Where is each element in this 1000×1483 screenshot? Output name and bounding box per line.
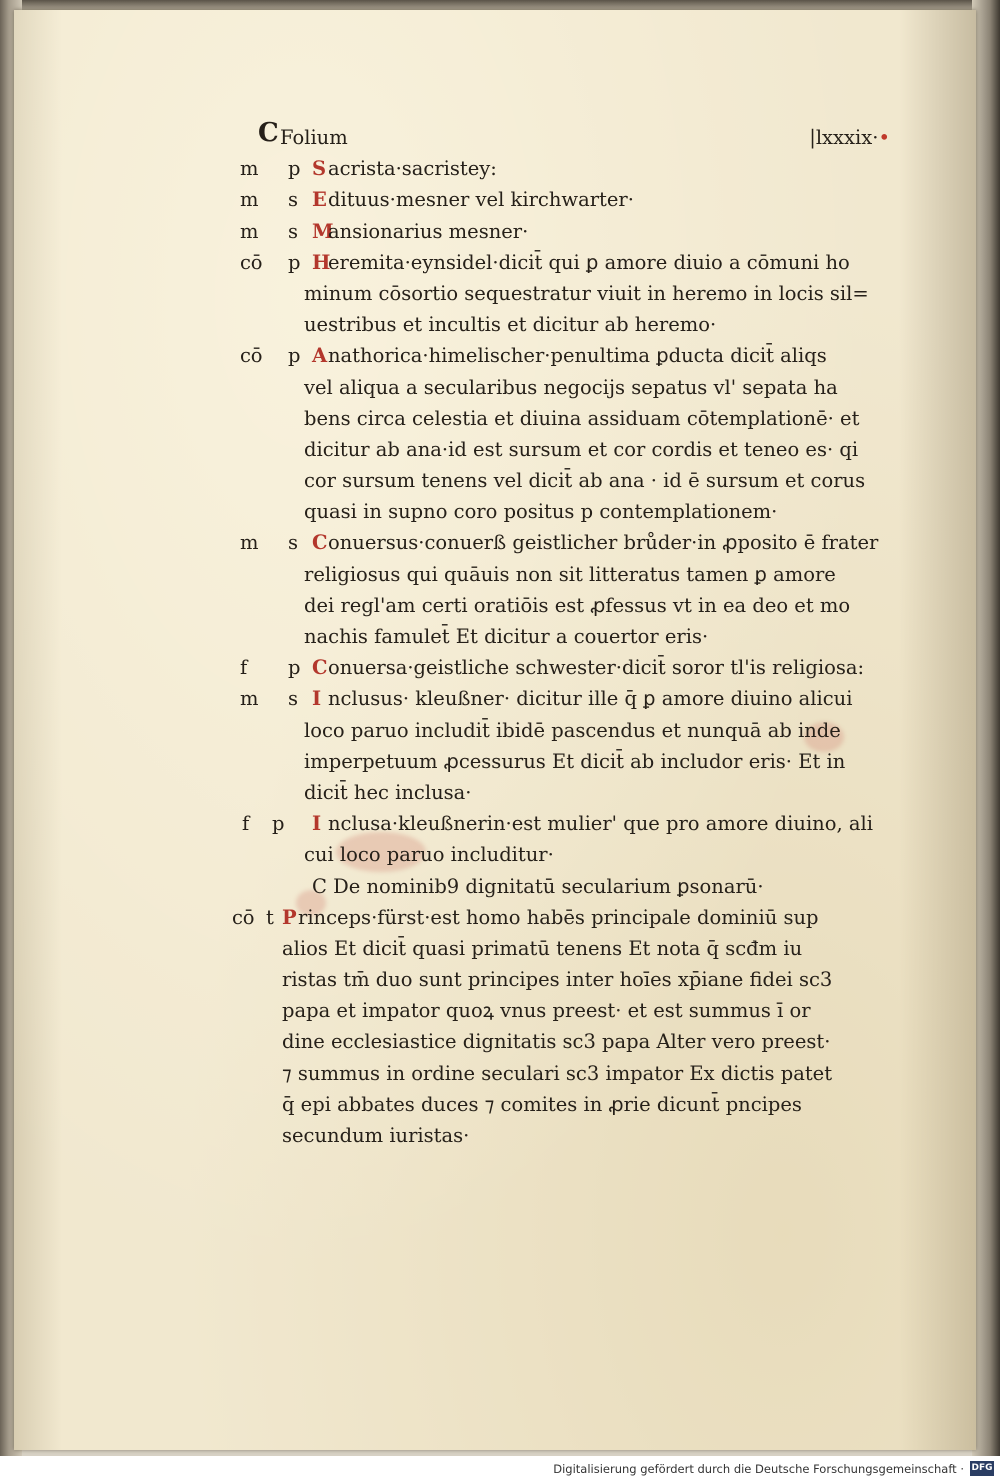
text-line [240,559,890,590]
line-text: dicitur ab ana·id est sursum et cor cordis et teneo es· qi [304,437,859,461]
line-text: uestribus et incultis et dicitur ab heremo· [304,313,717,337]
text-block [232,118,890,1151]
rubricated-initial: P [282,905,297,929]
text-line [240,808,890,839]
line-text: dituus·mesner vel kirchwarter· [328,188,634,212]
text-line [240,621,890,652]
gender-marker: m [240,531,259,555]
line-text: secundum iuristas· [282,1124,470,1147]
line-text: vel aliqua a secularibus negocijs sepatus vl' sepata ha [304,375,838,399]
folio-word: Folium [280,126,348,149]
digitization-footer [0,1456,1000,1483]
rubricated-initial: A [312,344,328,368]
rubricated-initial: M [312,219,334,243]
section-heading: C De nominib9 dignitatū secularium ꝑsonarū· [312,874,764,898]
rubricated-initial: S [312,157,327,181]
line-text: loco paruo includit̄ ibidē pascendus et nunquā ab inde [304,718,841,742]
line-text: quasi in supno coro positus p contemplationem· [304,500,778,524]
gender-marker: m [240,157,259,181]
gender-marker: m [240,687,259,711]
rubricated-initial: H [312,250,331,274]
line-text: cui loco paruo includitur· [304,843,554,867]
text-line [240,683,890,714]
rubricated-initial: I [312,812,322,836]
line-text: minum cōsortio sequestratur viuit in heremo in locis sil= [304,281,869,305]
text-line [240,964,890,995]
line-text: rinceps·fürst·est homo habēs principale dominiū sup [298,905,819,929]
funding-credit: Digitalisierung gefördert durch die Deutsche Forschungsgemeinschaft · [553,1462,964,1476]
part-of-speech-marker: p [272,812,285,836]
leaf-number: |lxxxix·• [809,126,890,149]
text-line [240,1089,890,1120]
text-line [240,777,890,808]
line-text: dicit̄ hec inclusa· [304,780,472,804]
text-line [240,995,890,1026]
line-text: papa et impator quoꝝ vnus preest· et est summus ī or [282,999,811,1023]
text-line [240,403,890,434]
line-text: eremita·eynsidel·dicit̄ qui ꝑ amore diuio a cōmuni ho [328,250,850,274]
gender-marker: cō [240,250,263,274]
part-of-speech-marker: p [288,250,301,274]
text-line [240,434,890,465]
paragraph-mark: C [258,118,279,148]
part-of-speech-marker: t [266,905,274,929]
line-text: bens circa celestia et diuina assiduam cōtemplationē· et [304,406,860,430]
text-line [240,652,890,683]
part-of-speech-marker: s [288,531,299,555]
part-of-speech-marker: s [288,188,299,212]
text-line [240,247,890,278]
text-line [240,216,890,247]
text-line [240,715,890,746]
page-stack-edge-right [972,0,1000,1483]
part-of-speech-marker: s [288,219,299,243]
text-line [240,340,890,371]
line-text: religiosus qui quāuis non sit litteratus tamen ꝑ amore [304,562,836,586]
line-text: imperpetuum ꝓcessurus Et dicit̄ ab includor eris· Et in [304,749,846,773]
gender-marker: f [242,812,250,836]
gender-marker: f [240,656,248,680]
line-text: ⁊ summus in ordine seculari sc3 impator Ex dictis patet [282,1061,833,1085]
gender-marker: m [240,219,259,243]
part-of-speech-marker: p [288,157,301,181]
line-text: ristas tm̄ duo sunt principes inter hoīes xp̄iane fidei sc3 [282,968,833,992]
text-line [240,933,890,964]
line-text: onuersus·conuerß geistlicher brůder·in ꝓposito ē frater [328,531,879,555]
gender-marker: cō [240,344,263,368]
line-text: nclusa·kleußnerin·est mulier' que pro amore diuino, ali [328,812,873,836]
dictionary-entries [232,153,890,1151]
text-line [240,746,890,777]
text-line [240,278,890,309]
gender-marker: cō [232,905,255,929]
text-line [240,839,890,870]
text-line [232,902,890,933]
line-text: onuersa·geistliche schwester·dicit̄ soror tl'is religiosa: [328,656,865,680]
line-text: dine ecclesiastice dignitatis sc3 papa Alter vero preest· [282,1030,831,1054]
line-text: ansionarius mesner· [328,219,529,243]
text-line [240,1120,890,1151]
text-line [240,309,890,340]
gender-marker: m [240,188,259,212]
line-text: nachis famulet̄ Et dicitur a couertor eris· [304,625,709,648]
part-of-speech-marker: p [288,344,301,368]
line-text: q̄ epi abbates duces ⁊ comites in ꝓrie dicunt̄ pncipes [282,1092,802,1116]
line-text: acrista·sacristey: [328,157,497,181]
text-line [240,184,890,215]
text-line [240,871,890,902]
text-line [240,372,890,403]
part-of-speech-marker: s [288,687,299,711]
folio-header [240,118,890,153]
text-line [240,496,890,527]
part-of-speech-marker: p [288,656,301,680]
line-text: nclusus· kleußner· dicitur ille q̄ ꝑ amore diuino alicui [328,687,853,711]
text-line [240,465,890,496]
text-line [240,527,890,558]
dfg-logo: DFG [970,1461,994,1476]
line-text: alios Et dicit̄ quasi primatū tenens Et nota q̄ scđm iu [282,936,803,960]
rubricated-initial: E [312,188,327,212]
rubricated-initial: C [312,531,328,555]
text-line [240,153,890,184]
rubricated-initial: C [312,656,328,680]
line-text: nathorica·himelischer·penultima ꝑducta dicit̄ aliqs [328,344,827,368]
text-line [240,1026,890,1057]
rubricated-initial: I [312,687,322,711]
text-line [240,1058,890,1089]
text-line [240,590,890,621]
line-text: dei regl'am certi oratiōis est ꝓfessus vt in ea deo et mo [304,593,851,617]
line-text: cor sursum tenens vel dicit̄ ab ana · id ē sursum et corus [304,469,866,493]
